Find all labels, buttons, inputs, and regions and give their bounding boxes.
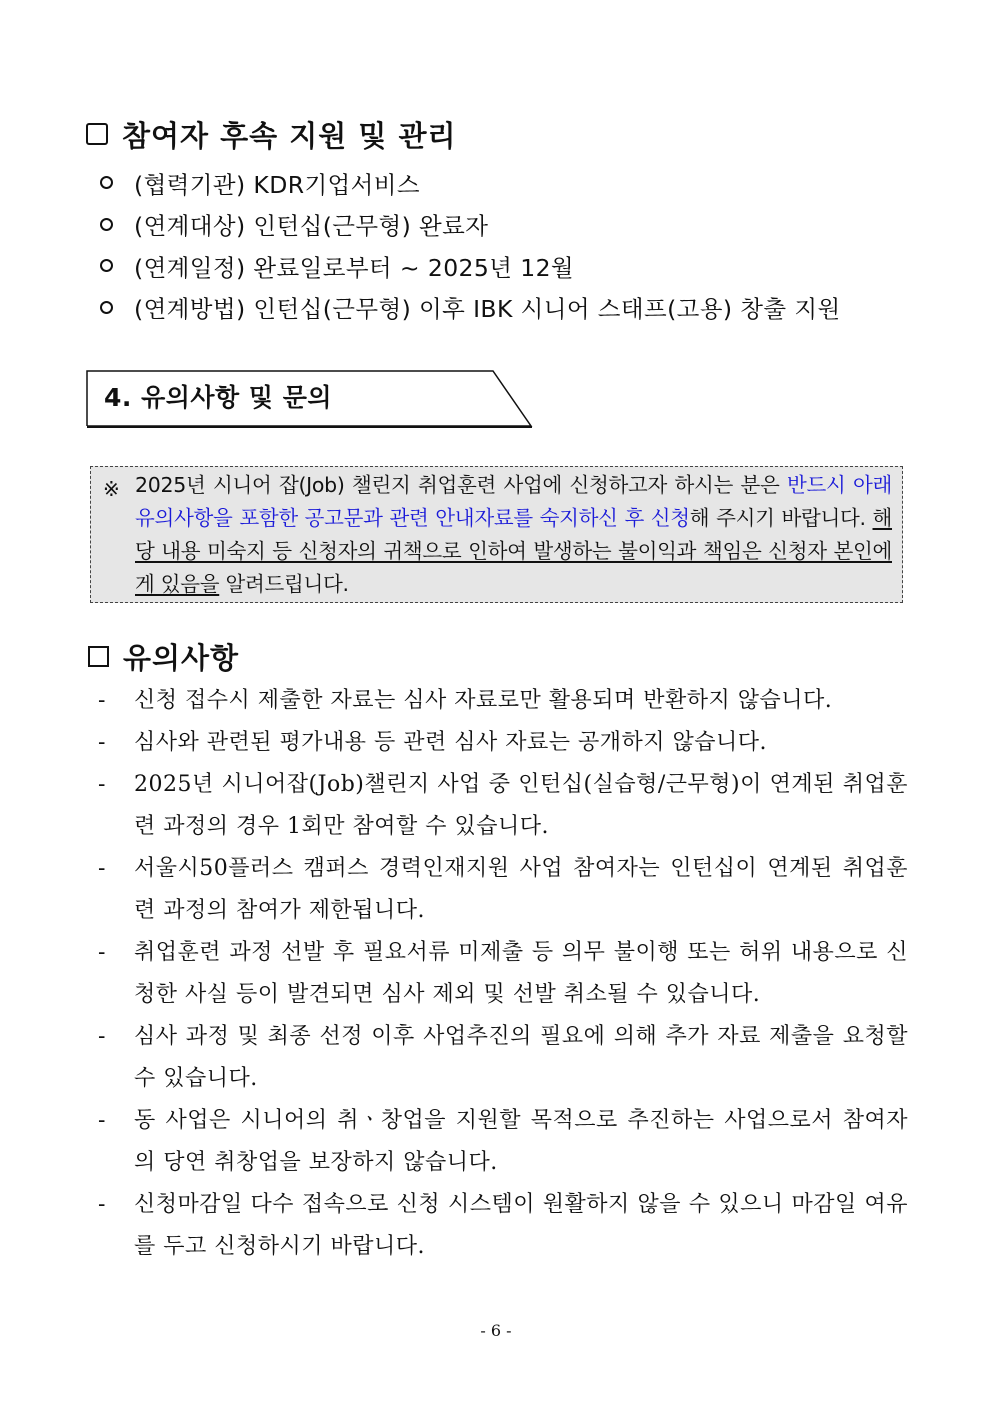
notice-text-plain: 알려드립니다. — [219, 572, 349, 596]
section-title: 4. 유의사항 및 문의 — [104, 383, 333, 412]
list-item — [96, 1184, 908, 1268]
reference-mark: ※ — [103, 477, 120, 501]
dash-bullet: - — [98, 688, 106, 713]
dash-bullet: - — [98, 772, 106, 797]
cautions-list — [96, 680, 908, 1268]
notice-box — [90, 466, 903, 603]
list-item — [96, 1016, 908, 1100]
dash-bullet: - — [98, 856, 106, 881]
list-item — [96, 932, 908, 1016]
checkbox-square-icon — [88, 646, 109, 667]
follow-up-list — [100, 162, 841, 328]
circle-bullet-icon — [100, 176, 113, 189]
section-title: 유의사항 — [123, 640, 240, 675]
notice-text-highlight: 반드시 아래 유의사항을 포함한 공고문과 관련 안내자료를 숙지하신 후 신청 — [135, 473, 892, 530]
list-item-text: 신청마감일 다수 접속으로 신청 시스템이 원활하지 않을 수 있으니 마감일 여유를 두고 신청하시기 바랍니다. — [134, 1192, 908, 1259]
list-item — [100, 287, 841, 329]
list-item-text: 심사와 관련된 평가내용 등 관련 심사 자료는 공개하지 않습니다. — [134, 730, 767, 755]
list-item-text: 2025년 시니어잡(Job)챌린지 사업 중 인턴십(실습형/근무형)이 연계된 취업훈련 과정의 경우 1회만 참여할 수 있습니다. — [134, 772, 908, 839]
list-item-text: 서울시50플러스 캠퍼스 경력인재지원 사업 참여자는 인턴십이 연계된 취업훈련 과정의 참여가 제한됩니다. — [134, 856, 908, 923]
list-item — [96, 680, 908, 722]
list-item — [96, 722, 908, 764]
list-item — [96, 1100, 908, 1184]
notice-text — [135, 469, 892, 601]
notice-text-plain: 해 주시기 바랍니다. — [689, 506, 873, 530]
dash-bullet: - — [98, 1108, 106, 1133]
section-tab-heading — [86, 370, 534, 428]
list-item-text: 신청 접수시 제출한 자료는 심사 자료로만 활용되며 반환하지 않습니다. — [134, 688, 833, 713]
notice-text-plain: 2025년 시니어 잡(Job) 챌린지 취업훈련 사업에 신청하고자 하시는 분은 — [135, 473, 787, 497]
list-item-text: (협력기관) KDR기업서비스 — [134, 170, 420, 199]
list-item-text: 동 사업은 시니어의 취ㆍ창업을 지원할 목적으로 추진하는 사업으로서 참여자의 당연 취창업을 보장하지 않습니다. — [134, 1108, 908, 1175]
circle-bullet-icon — [100, 218, 113, 231]
circle-bullet-icon — [100, 301, 113, 314]
list-item — [100, 162, 841, 204]
list-item — [100, 204, 841, 246]
section-heading-follow-up — [86, 112, 457, 156]
dash-bullet: - — [98, 730, 106, 755]
dash-bullet: - — [98, 1024, 106, 1049]
notice-text-underlined: 해당 내용 미숙지 등 신청자의 귀책으로 인하여 발생하는 불이익과 책임은 신청자 본인에게 있음을 — [135, 506, 893, 596]
circle-bullet-icon — [100, 259, 113, 272]
list-item — [96, 764, 908, 848]
section-title: 참여자 후속 지원 및 관리 — [122, 118, 457, 153]
list-item-text: (연계대상) 인턴십(근무형) 완료자 — [134, 212, 489, 241]
checkbox-square-icon — [86, 123, 108, 145]
list-item-text: 심사 과정 및 최종 선정 이후 사업추진의 필요에 의해 추가 자료 제출을 요청할 수 있습니다. — [134, 1024, 908, 1091]
section-heading-cautions — [88, 636, 239, 676]
list-item-text: (연계방법) 인턴십(근무형) 이후 IBK 시니어 스태프(고용) 창출 지원 — [134, 295, 841, 324]
dash-bullet: - — [98, 1192, 106, 1217]
dash-bullet: - — [98, 940, 106, 965]
list-item-text: 취업훈련 과정 선발 후 필요서류 미제출 등 의무 불이행 또는 허위 내용으로 신청한 사실 등이 발견되면 심사 제외 및 선발 취소될 수 있습니다. — [134, 940, 908, 1007]
list-item — [100, 245, 841, 287]
page-number: - 6 - — [480, 1321, 512, 1340]
list-item-text: (연계일정) 완료일로부터 ~ 2025년 12월 — [134, 253, 575, 282]
list-item — [96, 848, 908, 932]
